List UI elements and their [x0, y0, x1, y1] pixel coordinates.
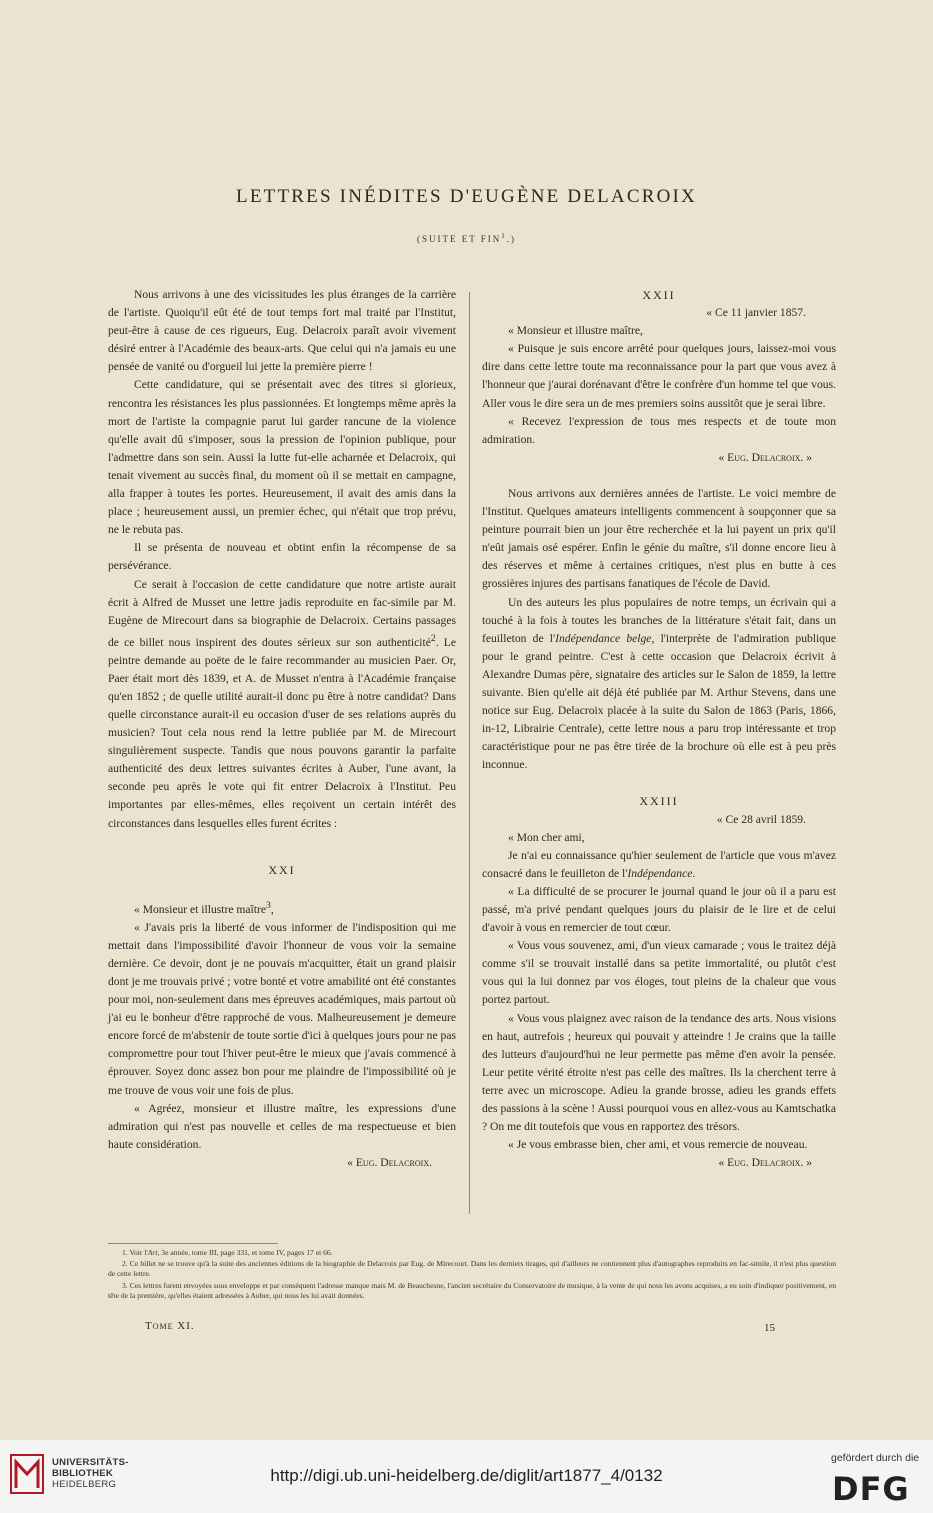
paragraph-text: Un des auteurs les plus populaires de notre temps, un écrivain qui a touché à la fois à toutes les branches de la littérature s'était fait, dans un feuilleton de l' — [482, 595, 836, 645]
spacer — [482, 774, 836, 792]
paragraph: « Puisque je suis encore arrêté pour quelques jours, laissez-moi vous dire dans cette lettre toute ma reconnaissance pour la part que vous avez à l'honneur que j'aurai dorénavant d'être le confrère d'un homme tel que vous. Aller vous le dire sera un de mes premiers soins aussitôt que je serai libre. — [482, 342, 836, 410]
dateline: « Ce 11 janvier 1857. — [706, 306, 806, 320]
journal-title: Indépendance — [627, 866, 693, 880]
paragraph — [108, 576, 456, 833]
footnote-mark: 2 — [430, 632, 436, 644]
spacer — [482, 467, 836, 485]
footnotes — [108, 1248, 836, 1302]
viewer-footer-bar — [0, 1440, 933, 1513]
dfg-logo: DFG — [832, 1470, 910, 1508]
journal-title: Art — [147, 1248, 158, 1257]
paragraph-text: Je n'ai eu connaissance qu'hier seulement de l'article que vous m'avez consacré dans le feuilleton de l' — [482, 848, 836, 880]
paragraph: « Je vous embrasse bien, cher ami, et vous remercie de nouveau. — [508, 1138, 808, 1152]
section-heading: XXI — [268, 862, 296, 877]
volume-label: Tome XI. — [145, 1320, 195, 1332]
footnote: 3. Ces lettres furent envoyées sous enveloppe et par conséquent l'adresse manque mais M. de Beauchesne, l'ancien secrétaire du Conservatoire de musique, à la vente de qui nous les avons acquises, a eu soin d'indiquer positivement, en tête de la première, qu'elles étaient adressées à Auber, qui nous les lui avait données. — [108, 1280, 836, 1300]
signature: « Eug. Delacroix. » — [718, 1156, 812, 1170]
sponsor-label: gefördert durch die — [831, 1452, 920, 1464]
paragraph: Nous arrivons à une des vicissitudes les plus étranges de la carrière de l'artiste. Quoiqu'il eût été de tout temps fort mal traité par l'Institut, peut-être à cause de ces rigueurs, Eug. Delacroix paraît avoir vivement désiré entrer à l'Académie des beaux-arts. Que celui qui n'a jamais eu une pensée de vanité ou d'orgueil lui jette la première pierre ! — [108, 288, 456, 374]
footnote-text: 1. Voir l' — [122, 1248, 148, 1257]
paragraph-text: Ce serait à l'occasion de cette candidature que notre artiste aurait écrit à Alfred de Musset une lettre jadis reproduite en fac-simile par M. Eugène de Mirecourt dans sa biographie de Delacroix. Certains passages de ce billet nous inspirent des doutes sérieux sur son authenticité — [108, 577, 456, 649]
spacer — [108, 879, 456, 897]
section-heading: XXIII — [639, 794, 679, 809]
salutation: « Mon cher ami, — [508, 830, 585, 844]
subtitle-text: (SUITE ET FIN — [416, 234, 502, 244]
column-divider — [469, 292, 470, 1214]
source-url-link[interactable]: http://digi.ub.uni-heidelberg.de/diglit/art1877_4/0132 — [270, 1466, 663, 1485]
footnote: 2. Ce billet ne se trouve qu'à la suite des anciennes éditions de la biographie de Delacroix par Eug. de Mirecourt. Dans les derniers tirages, qui d'ailleurs ne contiennent plus d'autographes reproduits en fac-simile, il n'est plus question de cette lettre. — [108, 1259, 836, 1279]
subtitle-end: .) — [506, 234, 517, 244]
spacer — [108, 833, 456, 861]
dateline: « Ce 28 avril 1859. — [716, 812, 806, 826]
salutation-text: « Monsieur et illustre maître — [134, 902, 267, 916]
salutation: « Monsieur et illustre maître, — [508, 324, 643, 338]
salutation — [108, 897, 456, 919]
paragraph-text: . — [692, 866, 696, 880]
paragraph: « Agréez, monsieur et illustre maître, les expressions d'une admiration qui n'est pas nouvelle et celles de ma respectueuse et bien haute considération. — [108, 1101, 456, 1151]
library-name-line: BIBLIOTHEK — [52, 1468, 114, 1479]
right-column — [482, 286, 836, 1172]
paragraph: Nous arrivons aux dernières années de l'artiste. Le voici membre de l'Institut. Quelques amateurs intelligents commencent à soupçonner que sa peinture pourrait bien un jour être recherchée et la lui payent un prix qu'il n'eût jamais osé espérer. Enfin le génie du maître, s'il donne encore lieu à des réserves et même à certaines critiques, n'est plus en butte à ces grossières injures des partisans fanatiques de l'école de David. — [482, 486, 836, 591]
paragraph: « Recevez l'expression de tous mes respects et de toute mon admiration. — [482, 414, 836, 446]
paragraph-text: , l'interprète de l'admiration publique pour le grand peintre. C'est à cette occasion que Delacroix écrivit à Alexandre Dumas père, signataire des articles sur le Salon de 1859, la lettre suivante. Bien qu'elle ait déjà été publiée par M. Arthur Stevens, dans une notice sur Eug. Delacroix placée à la suite du Salon de 1863 (Paris, 1866, in-12, Librairie Centrale), cette lettre nous a paru trop intéressante et trop caractéristique pour ne pas être tirée de la brochure où elle est à peu près inconnue. — [482, 631, 836, 772]
article-subtitle — [0, 232, 933, 244]
signature: « Eug. Delacroix. — [347, 1155, 432, 1169]
footnote-mark: 1 — [501, 232, 507, 240]
footnote — [108, 1248, 836, 1258]
footnote-text: , 3e année, tome III, page 331, et tome IV, pages 17 et 66. — [157, 1248, 333, 1257]
paragraph: Cette candidature, qui se présentait avec des titres si glorieux, rencontra les résistances les plus passionnées. Et longtemps même après la mort de l'artiste la compagnie parut lui garder rancune de la violence qu'elle avait dû s'imposer, sous la pression de l'opinion publique, pour l'admettre dans son sein. Aussi la lutte fut-elle acharnée et Delacroix, qui tenait vivement au succès final, du moment où il se mettait en campagne, alla frapper à toutes les portes. Heureusement, il avait des amis dans la place ; heureusement aussi, un premier échec, qui n'était que trop prévu, ne le rebuta pas. — [108, 378, 456, 537]
section-heading: XXII — [642, 288, 676, 302]
page-number: 15 — [764, 1322, 775, 1334]
signature: « Eug. Delacroix. » — [718, 450, 812, 464]
salutation-end: , — [270, 902, 274, 916]
article-title: LETTRES INÉDITES D'EUGÈNE DELACROIX — [236, 186, 697, 207]
paragraph: « Vous vous souvenez, ami, d'un vieux camarade ; vous le traitez déjà comme s'il se trouvait installé dans sa petite immortalité, ou plutôt c'est vous qui la lui donnez par vos éloges, tout pleins de la chaleur que vous portez partout. — [482, 939, 836, 1007]
footnote-mark: 3 — [266, 899, 271, 911]
paragraph — [482, 594, 836, 775]
library-name-line: HEIDELBERG — [52, 1479, 117, 1490]
journal-title: Indépendance belge — [555, 631, 652, 645]
paragraph: « J'avais pris la liberté de vous informer de l'indisposition qui me mettait dans l'impossibilité d'avoir l'honneur de vous voir la semaine dernière. Ce devoir, dont je ne pouvais m'acquitter, était un grand plaisir dont je me trouvais privé ; votre bonté et votre amabilité ont été constantes pour moi, non-seulement dans mes épreuves académiques, mais partout où j'ai eu le bonheur d'être rapproché de vous. Malheureusement je demeure encore forcé de m'abstenir de toute sortie d'ici à quelques jours pour ne pas compromettre pour tout l'hiver peut-être le mieux que j'avais commencé à éprouver. Soyez donc assez bon pour me plaindre de l'impossibilité où je me trouve de vous voir une fois de plus. — [108, 920, 456, 1097]
left-column — [108, 286, 456, 1172]
paragraph: « La difficulté de se procurer le journal quand le jour où il a paru est passé, m'a privé pendant quelques jours du plaisir de le lire et de celui d'avoir à vous en remercier de tout cœur. — [482, 884, 836, 935]
library-name-line: UNIVERSITÄTS- — [52, 1457, 129, 1468]
paragraph: « Vous vous plaignez avec raison de la tendance des arts. Nous visions en haut, autrefois ; heureux qui pouvait y atteindre ! Je crains que la taille des lutteurs d'aujourd'hui ne leur permette pas même d'en avoir la pensée. Leur petite vérité étroite n'est pas celle des maîtres. Ils la cherchent terre à terre avec un microscope. Adieu la grande brosse, adieu les grands effets des passions à la scène ! Aussi pourquoi vous en allez-vous au Kamtschatka ? On me dit toutefois que vous en rapportez des trésors. — [482, 1011, 836, 1134]
paragraph — [482, 847, 836, 883]
paragraph: Il se présenta de nouveau et obtint enfin la récompense de sa persévérance. — [108, 541, 456, 573]
footnote-divider — [108, 1243, 278, 1244]
paragraph-text: . Le peintre demande au poëte de le faire recommander au musicien Paer. Or, Paer était mort dès 1839, et A. de Musset n'entra à l'Académie française qu'en 1852 ; de quelle utilité aurait-il donc pu être à notre candidat? Dans quelle circonstance aurait-il eu occasion d'user de ses relations auprès du musicien? Tout cela nous rend la lettre publiée par M. de Mirecourt singulièrement suspecte. Tandis que nous pouvons garantir la parfaite authenticité des deux lettres suivantes écrites à Auber, l'une avant, la seconde peu après le vote qui fit entrer Delacroix à l'Institut. Peu importantes par elles-mêmes, elles reçoivent un certain intérêt des circonstances dans lesquelles elles furent écrites : — [108, 635, 456, 830]
